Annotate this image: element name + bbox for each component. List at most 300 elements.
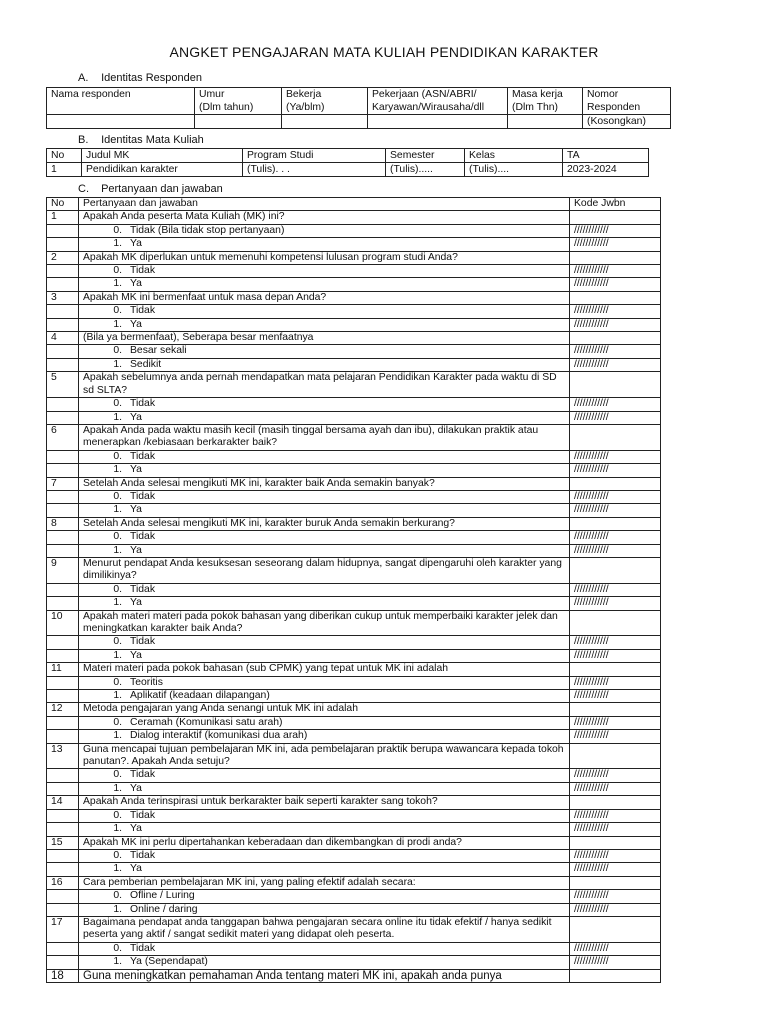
header-nama-responden: Nama responden — [47, 88, 195, 115]
question-text: Apakah sebelumnya anda pernah mendapatkan mata pelajaran Pendidikan Karakter pada waktu di SD sd SLTA? — [79, 372, 570, 398]
option-no-cell — [47, 318, 79, 331]
option-number: 1. — [113, 649, 122, 661]
question-text: Apakah MK ini bermenfaat untuk masa depan Anda? — [79, 291, 570, 304]
option-row — [47, 730, 661, 743]
option-number: 0. — [113, 716, 122, 728]
section-a-heading — [78, 72, 202, 84]
option-label: Tidak — [130, 450, 156, 462]
question-text: Guna mencapai tujuan pembelajaran MK ini, ada pembelajaran praktik berupa wawancara kepada tokoh panutan?. Apakah Anda setuju? — [79, 743, 570, 769]
option-number: 0. — [113, 305, 122, 317]
course-ta: 2023-2024 — [563, 163, 649, 177]
question-text: Setelah Anda selesai mengikuti MK ini, karakter buruk Anda semakin berkurang? — [79, 517, 570, 530]
question-code-cell — [570, 969, 661, 982]
option-no-cell — [47, 278, 79, 291]
option-cell — [79, 863, 570, 876]
question-code-cell — [570, 251, 661, 264]
option-no-cell — [47, 345, 79, 358]
question-code-cell — [570, 916, 661, 942]
answer-code[interactable]: //////////// — [570, 464, 661, 477]
option-number: 1. — [113, 278, 122, 290]
option-cell — [79, 238, 570, 251]
answer-code[interactable]: //////////// — [570, 649, 661, 662]
option-row — [47, 450, 661, 463]
option-label: Tidak — [130, 531, 156, 543]
question-text: Metoda pengajaran yang Anda senangi untuk MK ini adalah — [79, 703, 570, 716]
option-no-cell — [47, 450, 79, 463]
question-row — [47, 796, 661, 809]
question-code-cell — [570, 743, 661, 769]
option-cell — [79, 531, 570, 544]
answer-code[interactable]: //////////// — [570, 398, 661, 411]
answer-code[interactable]: //////////// — [570, 504, 661, 517]
option-row — [47, 490, 661, 503]
option-label: Tidak — [130, 809, 156, 821]
question-row — [47, 610, 661, 636]
answer-code[interactable]: //////////// — [570, 730, 661, 743]
page-title: ANGKET PENGAJARAN MATA KULIAH PENDIDIKAN KARAKTER — [169, 44, 599, 60]
option-no-cell — [47, 942, 79, 955]
course-header-semester: Semester — [386, 149, 465, 163]
option-no-cell — [47, 903, 79, 916]
option-no-cell — [47, 716, 79, 729]
answer-code[interactable]: //////////// — [570, 450, 661, 463]
question-text: Apakah Anda peserta Mata Kuliah (MK) ini? — [79, 211, 570, 224]
option-no-cell — [47, 265, 79, 278]
course-table — [46, 148, 649, 177]
option-no-cell — [47, 809, 79, 822]
answer-code[interactable]: //////////// — [570, 849, 661, 862]
section-c-letter: C. — [78, 183, 89, 195]
question-code-cell — [570, 211, 661, 224]
answer-code[interactable]: //////////// — [570, 769, 661, 782]
question-number: 12 — [47, 703, 79, 716]
option-label: Ceramah (Komunikasi satu arah) — [130, 716, 283, 728]
option-label: Tidak — [130, 398, 156, 410]
option-row — [47, 265, 661, 278]
answer-code[interactable]: //////////// — [570, 358, 661, 371]
option-no-cell — [47, 636, 79, 649]
option-number: 0. — [113, 890, 122, 902]
option-label: Teoritis — [130, 676, 163, 688]
qa-header-question: Pertanyaan dan jawaban — [79, 198, 570, 211]
option-row — [47, 716, 661, 729]
question-text: Materi materi pada pokok bahasan (sub CPMK) yang tepat untuk MK ini adalah — [79, 663, 570, 676]
option-number: 0. — [113, 450, 122, 462]
option-label: Tidak — [130, 305, 156, 317]
answer-code[interactable]: //////////// — [570, 490, 661, 503]
question-code-cell — [570, 291, 661, 304]
option-row — [47, 238, 661, 251]
question-text: Apakah Anda pada waktu masih kecil (masih tinggal bersama ayah dan ibu), dilakukan praktik atau menerapkan /kebiasaan berkarakter baik? — [79, 424, 570, 450]
answer-code[interactable]: //////////// — [570, 903, 661, 916]
option-label: Tidak — [130, 942, 156, 954]
respondent-header-row — [47, 88, 671, 115]
option-cell — [79, 730, 570, 743]
option-cell — [79, 956, 570, 969]
option-label: Tidak — [130, 636, 156, 648]
option-cell — [79, 224, 570, 237]
option-row — [47, 863, 661, 876]
question-row — [47, 517, 661, 530]
option-cell — [79, 636, 570, 649]
option-no-cell — [47, 305, 79, 318]
question-row — [47, 477, 661, 490]
question-number: 14 — [47, 796, 79, 809]
answer-code[interactable]: //////////// — [570, 782, 661, 795]
option-cell — [79, 345, 570, 358]
question-code-cell — [570, 610, 661, 636]
option-label: Besar sekali — [130, 345, 187, 357]
option-row — [47, 636, 661, 649]
option-label: Ya — [130, 318, 142, 330]
question-code-cell — [570, 557, 661, 583]
answer-code[interactable]: //////////// — [570, 305, 661, 318]
question-row — [47, 372, 661, 398]
option-label: Ya — [130, 597, 142, 609]
answer-code[interactable]: //////////// — [570, 345, 661, 358]
option-number: 0. — [113, 676, 122, 688]
question-code-cell — [570, 477, 661, 490]
option-label: Tidak (Bila tidak stop pertanyaan) — [130, 224, 285, 236]
question-text: Cara pemberian pembelajaran MK ini, yang paling efektif adalah secara: — [79, 876, 570, 889]
option-no-cell — [47, 890, 79, 903]
answer-code[interactable]: //////////// — [570, 411, 661, 424]
option-number: 0. — [113, 636, 122, 648]
question-number: 7 — [47, 477, 79, 490]
option-cell — [79, 358, 570, 371]
question-code-cell — [570, 836, 661, 849]
question-row — [47, 743, 661, 769]
option-cell — [79, 782, 570, 795]
option-number: 1. — [113, 504, 122, 516]
question-text: Setelah Anda selesai mengikuti MK ini, karakter baik Anda semakin banyak? — [79, 477, 570, 490]
option-row — [47, 849, 661, 862]
qa-header-code: Kode Jwbn — [570, 198, 661, 211]
option-label: Tidak — [130, 849, 156, 861]
option-row — [47, 890, 661, 903]
option-label: Ya — [130, 823, 142, 835]
option-cell — [79, 890, 570, 903]
option-cell — [79, 942, 570, 955]
option-cell — [79, 490, 570, 503]
option-row — [47, 305, 661, 318]
option-cell — [79, 849, 570, 862]
option-number: 1. — [113, 597, 122, 609]
answer-code[interactable]: //////////// — [570, 583, 661, 596]
option-no-cell — [47, 464, 79, 477]
option-row — [47, 903, 661, 916]
answer-code[interactable]: //////////// — [570, 597, 661, 610]
question-number: 1 — [47, 211, 79, 224]
question-text: (Bila ya bermenfaat), Seberapa besar menfaatnya — [79, 332, 570, 345]
question-row — [47, 424, 661, 450]
option-row — [47, 544, 661, 557]
respondent-table — [46, 87, 671, 129]
option-number: 1. — [113, 411, 122, 423]
course-header-kelas: Kelas — [465, 149, 563, 163]
option-no-cell — [47, 597, 79, 610]
section-c-heading — [78, 183, 223, 195]
option-label: Ya — [130, 464, 142, 476]
question-number: 13 — [47, 743, 79, 769]
course-semester-field[interactable]: (Tulis)..... — [386, 163, 465, 177]
option-no-cell — [47, 398, 79, 411]
option-no-cell — [47, 238, 79, 251]
question-text: Apakah MK ini perlu dipertahankan keberadaan dan dikembangkan di prodi anda? — [79, 836, 570, 849]
option-no-cell — [47, 676, 79, 689]
section-b-letter: B. — [78, 134, 89, 146]
answer-code[interactable]: //////////// — [570, 890, 661, 903]
masa-kerja-field[interactable] — [508, 115, 583, 129]
option-cell — [79, 278, 570, 291]
questionnaire-table — [46, 197, 661, 983]
option-label: Ya — [130, 782, 142, 794]
option-number: 0. — [113, 849, 122, 861]
question-number: 3 — [47, 291, 79, 304]
question-row — [47, 969, 661, 982]
option-no-cell — [47, 823, 79, 836]
question-number: 8 — [47, 517, 79, 530]
umur-field[interactable] — [195, 115, 282, 129]
option-number: 0. — [113, 490, 122, 502]
course-data-row — [47, 163, 649, 177]
question-number: 4 — [47, 332, 79, 345]
answer-code[interactable]: //////////// — [570, 531, 661, 544]
option-number: 1. — [113, 782, 122, 794]
option-cell — [79, 903, 570, 916]
option-cell — [79, 597, 570, 610]
option-row — [47, 358, 661, 371]
option-label: Ya — [130, 649, 142, 661]
section-b-heading — [78, 134, 204, 146]
nama-responden-field[interactable] — [47, 115, 195, 129]
option-row — [47, 531, 661, 544]
option-number: 0. — [113, 942, 122, 954]
course-header-no: No — [47, 149, 82, 163]
option-cell — [79, 398, 570, 411]
question-number: 17 — [47, 916, 79, 942]
option-no-cell — [47, 782, 79, 795]
answer-code[interactable]: //////////// — [570, 224, 661, 237]
option-label: Ya — [130, 544, 142, 556]
bekerja-field[interactable] — [282, 115, 368, 129]
option-number: 1. — [113, 238, 122, 250]
option-label: Sedikit — [130, 358, 162, 370]
option-no-cell — [47, 358, 79, 371]
option-cell — [79, 823, 570, 836]
section-b-label: Identitas Mata Kuliah — [101, 134, 204, 146]
answer-code[interactable]: //////////// — [570, 942, 661, 955]
course-no: 1 — [47, 163, 82, 177]
course-header-ta: TA — [563, 149, 649, 163]
option-row — [47, 942, 661, 955]
option-cell — [79, 464, 570, 477]
answer-code[interactable]: //////////// — [570, 716, 661, 729]
option-cell — [79, 504, 570, 517]
nomor-responden-field[interactable]: (Kosongkan) — [583, 115, 671, 129]
option-cell — [79, 583, 570, 596]
option-row — [47, 676, 661, 689]
option-no-cell — [47, 544, 79, 557]
option-row — [47, 345, 661, 358]
question-number: 2 — [47, 251, 79, 264]
option-number: 0. — [113, 265, 122, 277]
option-number: 0. — [113, 345, 122, 357]
header-masa-kerja: Masa kerja (Dlm Thn) — [508, 88, 583, 115]
question-code-cell — [570, 796, 661, 809]
option-number: 0. — [113, 398, 122, 410]
option-row — [47, 649, 661, 662]
question-row — [47, 211, 661, 224]
header-pekerjaan: Pekerjaan (ASN/ABRI/ Karyawan/Wirausaha/dll — [368, 88, 508, 115]
option-no-cell — [47, 490, 79, 503]
option-number: 1. — [113, 318, 122, 330]
course-header-prodi: Program Studi — [243, 149, 386, 163]
course-prodi-field[interactable]: (Tulis). . . — [243, 163, 386, 177]
option-label: Ya — [130, 238, 142, 250]
question-row — [47, 291, 661, 304]
question-row — [47, 251, 661, 264]
question-text: Apakah materi materi pada pokok bahasan yang diberikan cukup untuk memperbaiki karakter jelek dan meningkatkan karakter baik Anda? — [79, 610, 570, 636]
question-code-cell — [570, 424, 661, 450]
option-no-cell — [47, 504, 79, 517]
header-bekerja: Bekerja (Ya/blm) — [282, 88, 368, 115]
option-label: Tidak — [130, 583, 156, 595]
option-cell — [79, 544, 570, 557]
answer-code[interactable]: //////////// — [570, 636, 661, 649]
option-no-cell — [47, 849, 79, 862]
header-nomor-responden: Nomor Responden — [583, 88, 671, 115]
option-row — [47, 782, 661, 795]
question-row — [47, 663, 661, 676]
qa-header-no: No — [47, 198, 79, 211]
option-cell — [79, 690, 570, 703]
question-row — [47, 332, 661, 345]
option-row — [47, 690, 661, 703]
option-row — [47, 224, 661, 237]
option-label: Ya — [130, 278, 142, 290]
option-row — [47, 398, 661, 411]
question-code-cell — [570, 876, 661, 889]
question-number: 10 — [47, 610, 79, 636]
option-number: 1. — [113, 823, 122, 835]
questionnaire-header-row — [47, 198, 661, 211]
option-label: Dialog interaktif (komunikasi dua arah) — [130, 730, 308, 742]
question-text: Bagaimana pendapat anda tanggapan bahwa pengajaran secara online itu tidak efektif / hanya sedikit peserta yang aktif / sangat sedikit materi yang didapat oleh peserta. — [79, 916, 570, 942]
option-no-cell — [47, 730, 79, 743]
option-cell — [79, 450, 570, 463]
option-row — [47, 504, 661, 517]
respondent-input-row — [47, 115, 671, 129]
question-text: Apakah Anda terinspirasi untuk berkarakter baik seperti karakter sang tokoh? — [79, 796, 570, 809]
option-row — [47, 597, 661, 610]
question-text: Guna meningkatkan pemahaman Anda tentang materi MK ini, apakah anda punya — [79, 969, 570, 982]
option-number: 0. — [113, 583, 122, 595]
option-label: Tidak — [130, 265, 156, 277]
option-label: Ofline / Luring — [130, 890, 195, 902]
question-row — [47, 836, 661, 849]
option-no-cell — [47, 863, 79, 876]
option-label: Tidak — [130, 769, 156, 781]
option-cell — [79, 411, 570, 424]
option-row — [47, 823, 661, 836]
option-number: 0. — [113, 769, 122, 781]
option-row — [47, 278, 661, 291]
question-code-cell — [570, 332, 661, 345]
option-row — [47, 411, 661, 424]
option-no-cell — [47, 769, 79, 782]
answer-code[interactable]: //////////// — [570, 238, 661, 251]
answer-code[interactable]: //////////// — [570, 544, 661, 557]
option-number: 1. — [113, 863, 122, 875]
option-cell — [79, 305, 570, 318]
answer-code[interactable]: //////////// — [570, 676, 661, 689]
option-no-cell — [47, 956, 79, 969]
question-number: 16 — [47, 876, 79, 889]
question-number: 15 — [47, 836, 79, 849]
answer-code[interactable]: //////////// — [570, 809, 661, 822]
option-no-cell — [47, 583, 79, 596]
option-cell — [79, 809, 570, 822]
option-cell — [79, 318, 570, 331]
option-no-cell — [47, 411, 79, 424]
option-label: Ya — [130, 411, 142, 423]
pekerjaan-field[interactable] — [368, 115, 508, 129]
option-number: 0. — [113, 224, 122, 236]
course-header-judul: Judul MK — [82, 149, 243, 163]
option-row — [47, 769, 661, 782]
option-cell — [79, 716, 570, 729]
question-code-cell — [570, 663, 661, 676]
question-number: 9 — [47, 557, 79, 583]
answer-code[interactable]: //////////// — [570, 278, 661, 291]
question-row — [47, 703, 661, 716]
course-kelas-field[interactable]: (Tulis).... — [465, 163, 563, 177]
course-judul: Pendidikan karakter — [82, 163, 243, 177]
option-number: 0. — [113, 809, 122, 821]
answer-code[interactable]: //////////// — [570, 690, 661, 703]
course-header-row — [47, 149, 649, 163]
option-number: 1. — [113, 690, 122, 702]
option-number: 1. — [113, 464, 122, 476]
option-row — [47, 318, 661, 331]
answer-code[interactable]: //////////// — [570, 956, 661, 969]
question-row — [47, 557, 661, 583]
answer-code[interactable]: //////////// — [570, 318, 661, 331]
question-row — [47, 916, 661, 942]
question-number: 18 — [47, 969, 79, 982]
question-code-cell — [570, 372, 661, 398]
question-number: 5 — [47, 372, 79, 398]
option-row — [47, 464, 661, 477]
option-cell — [79, 265, 570, 278]
option-number: 1. — [113, 730, 122, 742]
question-code-cell — [570, 517, 661, 530]
question-number: 11 — [47, 663, 79, 676]
option-no-cell — [47, 690, 79, 703]
answer-code[interactable]: //////////// — [570, 265, 661, 278]
answer-code[interactable]: //////////// — [570, 863, 661, 876]
question-row — [47, 876, 661, 889]
option-label: Ya (Sependapat) — [130, 956, 208, 968]
answer-code[interactable]: //////////// — [570, 823, 661, 836]
option-cell — [79, 769, 570, 782]
section-c-label: Pertanyaan dan jawaban — [101, 183, 223, 195]
option-no-cell — [47, 649, 79, 662]
section-a-letter: A. — [78, 72, 89, 84]
option-number: 0. — [113, 531, 122, 543]
option-row — [47, 809, 661, 822]
